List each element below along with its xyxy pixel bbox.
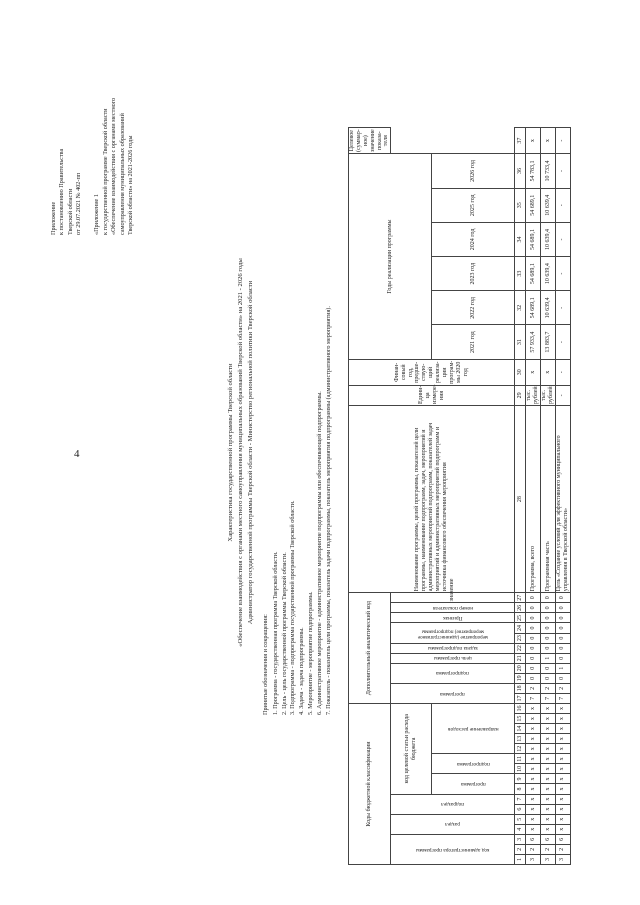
code-cell: x (541, 704, 556, 714)
code-cell: x (555, 724, 570, 734)
header-znachenie: значение (391, 593, 515, 603)
code-cell: x (541, 824, 556, 834)
code-cell: x (526, 824, 541, 834)
column-number: 15 (515, 714, 526, 724)
code-cell: 0 (555, 643, 570, 653)
column-number: 18 (515, 683, 526, 693)
legend-item: 6. Административное мероприятие - административное мероприятие подпрограммы или обеспечивающей подпрограммы. (315, 391, 323, 715)
header-programma-sub: программа (432, 774, 515, 794)
target-cell: - (555, 128, 570, 154)
appendix-line: «Приложение 1 (93, 194, 101, 235)
code-cell: 0 (555, 603, 570, 613)
appendix-line: к постановлению Правительства (58, 148, 66, 235)
code-cell: x (526, 754, 541, 764)
code-cell: 6 (555, 834, 570, 844)
code-cell: 7 (555, 693, 570, 703)
year-value-cell: - (555, 291, 570, 325)
code-cell: x (555, 704, 570, 714)
header-podrazdel: подраздел (391, 794, 515, 814)
code-cell: 0 (541, 663, 556, 673)
column-number: 29 (515, 385, 526, 405)
header-meropriyatie: мероприятие (административное мероприятие) подпрограммы (391, 623, 515, 643)
code-cell: x (526, 764, 541, 774)
legend-item: 3. Подпрограмма - подпрограмма государственной программы Тверской области. (289, 500, 297, 715)
code-cell: 0 (555, 673, 570, 683)
code-cell: 0 (541, 613, 556, 623)
header-podprogramma-sub: подпрограмма (432, 754, 515, 774)
header-name: Наименование программы, целей программы, показателей цели программы, наименование подпрограмм, задач, мероприятий и административных мероприятий подпрограмм, показателей задач мероприятий и административных мероприятий подпрограмм и источника финансового обеспечения мероприятия (349, 405, 515, 592)
appendix-line: к государственной программе Тверской области (101, 108, 109, 235)
code-cell: 0 (555, 623, 570, 633)
title-line: Администратор государственной программы Тверской области - Министерство региональной политики Тверской области (246, 280, 254, 625)
fin-year-cell: x (541, 359, 556, 385)
code-cell: x (541, 814, 556, 824)
appendix-line: Тверской области» на 2021-2026 годы (126, 135, 134, 235)
code-cell: 3 (555, 854, 570, 864)
column-number: 30 (515, 359, 526, 385)
column-number: 14 (515, 724, 526, 734)
appendix-line: Тверской области (66, 188, 74, 235)
code-cell: 0 (526, 593, 541, 603)
code-cell: 3 (541, 854, 556, 864)
code-cell: 0 (541, 623, 556, 633)
code-cell: x (541, 774, 556, 784)
legend-item: 5. Мероприятие - мероприятие подпрограммы. (306, 591, 314, 715)
column-number: 5 (515, 814, 526, 824)
year-value-cell: 10 639,4 (541, 222, 556, 256)
column-number: 11 (515, 754, 526, 764)
header-kcsr: код целевой статьи расхода бюджета (391, 704, 432, 795)
fin-year-cell: - (555, 359, 570, 385)
code-cell: 0 (526, 663, 541, 673)
code-cell: 6 (541, 834, 556, 844)
unit-cell: тыс. рублей (541, 386, 555, 404)
appendix-line: от 29.07.2021 № 402-пп (75, 172, 83, 235)
code-cell: 0 (526, 653, 541, 663)
code-cell: x (526, 704, 541, 714)
column-number: 13 (515, 734, 526, 744)
code-cell: x (526, 814, 541, 824)
target-cell: x (541, 128, 556, 154)
year-value-cell: 10 733,4 (541, 154, 556, 188)
row-name: Цель «Создание условий для эффективного муниципального управления в Тверской области» (555, 405, 570, 592)
title-line: Характеристика государственной программы Тверской области (227, 363, 234, 542)
header-year-col: 2021 год (432, 325, 515, 359)
column-number: 32 (515, 291, 526, 325)
header-napravlenie: направление расходов (432, 704, 515, 754)
code-cell: 0 (526, 673, 541, 683)
column-number: 9 (515, 774, 526, 784)
code-cell: x (541, 794, 556, 804)
code-cell: x (541, 804, 556, 814)
code-cell: 0 (555, 633, 570, 643)
code-cell: 2 (555, 683, 570, 693)
table-row (526, 128, 541, 865)
code-cell: x (526, 804, 541, 814)
code-cell: 7 (541, 693, 556, 703)
code-cell: 2 (541, 844, 556, 854)
header-year-col: 2022 год (432, 291, 515, 325)
header-budget-codes: Коды бюджетной классификации (349, 704, 391, 865)
column-number: 37 (515, 128, 526, 154)
column-number: 26 (515, 603, 526, 613)
column-number: 8 (515, 784, 526, 794)
column-number: 25 (515, 613, 526, 623)
code-cell: x (526, 734, 541, 744)
column-number: 12 (515, 744, 526, 754)
code-cell: x (541, 714, 556, 724)
year-value-cell: - (555, 154, 570, 188)
column-number: 23 (515, 633, 526, 643)
appendix-block (50, 25, 135, 235)
code-cell: x (541, 764, 556, 774)
year-value-cell: 54 689,1 (526, 222, 541, 256)
column-number: 6 (515, 804, 526, 814)
year-value-cell: 57 933,4 (526, 325, 541, 359)
header-programma: программа (391, 683, 515, 703)
code-cell: 0 (526, 643, 541, 653)
code-cell: x (541, 734, 556, 744)
table-row (555, 128, 570, 865)
column-number: 36 (515, 154, 526, 188)
code-cell: 1 (541, 653, 556, 663)
year-value-cell: - (555, 188, 570, 222)
target-cell: x (526, 128, 541, 154)
header-analytic-code: Дополнительный аналитический код (349, 593, 391, 704)
column-number: 31 (515, 325, 526, 359)
code-cell: x (541, 724, 556, 734)
appendix-line: Приложение (50, 201, 57, 235)
code-cell: x (555, 754, 570, 764)
program-characteristics-table (348, 127, 571, 865)
code-cell: 0 (526, 623, 541, 633)
code-cell: x (555, 744, 570, 754)
header-pokazatel: номер показателя (391, 603, 515, 613)
column-number: 1 (515, 854, 526, 864)
header-fin-year: Финан-совый год, предше-ствую-щий реализа-ции програм-мы 2020 год (349, 359, 515, 385)
code-cell: x (526, 794, 541, 804)
column-number: 10 (515, 764, 526, 774)
code-cell: x (555, 714, 570, 724)
header-razdel: раздел (391, 814, 515, 834)
year-value-cell: 54 689,1 (526, 291, 541, 325)
column-number: 7 (515, 794, 526, 804)
code-cell: 7 (526, 693, 541, 703)
column-number: 22 (515, 643, 526, 653)
code-cell: x (555, 734, 570, 744)
code-cell: 2 (555, 844, 570, 854)
appendix-line: самоуправления муниципальных образований (118, 113, 126, 235)
column-number: 2 (515, 844, 526, 854)
code-cell: x (555, 764, 570, 774)
year-value-cell: - (555, 222, 570, 256)
column-number: 24 (515, 623, 526, 633)
header-admin-code: код администратора программы (391, 834, 515, 864)
unit-cell: - (555, 385, 570, 405)
legend-item: 1. Программа - государственная программа Тверской области. (271, 551, 279, 715)
column-number: 4 (515, 824, 526, 834)
header-year-col: 2026 год (432, 154, 515, 188)
column-number: 17 (515, 693, 526, 703)
year-value-cell: 10 639,4 (541, 188, 556, 222)
code-cell: 0 (541, 603, 556, 613)
code-cell: 1 (555, 663, 570, 673)
column-number: 3 (515, 834, 526, 844)
row-name: Программа, всего (526, 405, 541, 592)
code-cell: x (555, 814, 570, 824)
code-cell: 0 (541, 633, 556, 643)
column-number: 20 (515, 663, 526, 673)
code-cell: 0 (526, 613, 541, 623)
header-podprogramma: подпрограмма (391, 663, 515, 683)
code-cell: x (526, 784, 541, 794)
year-value-cell: 54 689,1 (526, 188, 541, 222)
legend-item: 4. Задача - задача подпрограммы. (298, 627, 306, 715)
code-cell: 6 (526, 834, 541, 844)
column-number: 35 (515, 188, 526, 222)
row-name: Программная часть (541, 405, 556, 592)
code-cell: x (555, 774, 570, 784)
column-number: 19 (515, 673, 526, 683)
code-cell: x (555, 794, 570, 804)
year-value-cell: 54 689,1 (526, 257, 541, 291)
code-cell: x (526, 744, 541, 754)
column-number: 27 (515, 593, 526, 603)
unit-cell: тыс. рублей (526, 386, 540, 404)
code-cell: 0 (555, 613, 570, 623)
code-cell: x (541, 744, 556, 754)
code-cell: 0 (526, 633, 541, 643)
header-cel: цель программы (391, 653, 515, 663)
header-year-col: 2025 год (432, 188, 515, 222)
code-cell: 3 (526, 854, 541, 864)
code-cell: x (526, 714, 541, 724)
code-cell: x (526, 724, 541, 734)
code-cell: x (526, 774, 541, 784)
year-value-cell: - (555, 325, 570, 359)
legend-item: 2. Цель - цель государственной программы Тверской области. (280, 552, 288, 715)
column-number: 34 (515, 222, 526, 256)
abbreviations-legend (262, 306, 333, 715)
column-number: 33 (515, 257, 526, 291)
legend-heading: Принятые обозначения и сокращения: (262, 614, 269, 715)
header-zadacha: задача подпрограммы (391, 643, 515, 653)
header-unit: Едини-ца измере-ния (349, 385, 515, 405)
appendix-line: «Обеспечение взаимодействия с органами местного (110, 97, 118, 235)
code-cell: 0 (541, 673, 556, 683)
document-title (226, 0, 256, 905)
code-cell: x (555, 784, 570, 794)
table-row (541, 128, 556, 865)
code-cell: 2 (526, 844, 541, 854)
header-priznak: Признак (391, 613, 515, 623)
year-value-cell: 54 783,1 (526, 154, 541, 188)
column-numbers-row (515, 128, 526, 865)
column-number: 21 (515, 653, 526, 663)
code-cell: 0 (555, 593, 570, 603)
code-cell: x (541, 784, 556, 794)
column-number: 28 (515, 405, 526, 592)
year-value-cell: 10 639,4 (541, 257, 556, 291)
header-years: Годы реализации программы (349, 154, 432, 359)
column-number: 16 (515, 704, 526, 714)
code-cell: 0 (526, 603, 541, 613)
header-target: Целевое (суммар-ное) значение показа-теля (349, 129, 390, 153)
code-cell: 0 (541, 593, 556, 603)
code-cell: x (555, 824, 570, 834)
code-cell: 2 (541, 683, 556, 693)
code-cell: x (555, 804, 570, 814)
header-year-col: 2024 год (432, 222, 515, 256)
code-cell: 2 (526, 683, 541, 693)
fin-year-cell: x (526, 359, 541, 385)
code-cell: 0 (555, 653, 570, 663)
page-number: 4 (74, 448, 80, 460)
year-value-cell: - (555, 257, 570, 291)
legend-item: 7. Показатель - показатель цели программы, показатель задачи подпрограммы, показатель мероприятия подпрограммы (административного мероприятия). (324, 306, 332, 715)
header-year-col: 2023 год (432, 257, 515, 291)
code-cell: 0 (541, 643, 556, 653)
title-line: «Обеспечение взаимодействия с органами местного самоуправления муниципальных образований Тверской области» на 2021 - 2026 годы (236, 258, 244, 647)
code-cell: x (541, 754, 556, 764)
year-value-cell: 10 639,4 (541, 291, 556, 325)
year-value-cell: 13 883,7 (541, 325, 556, 359)
